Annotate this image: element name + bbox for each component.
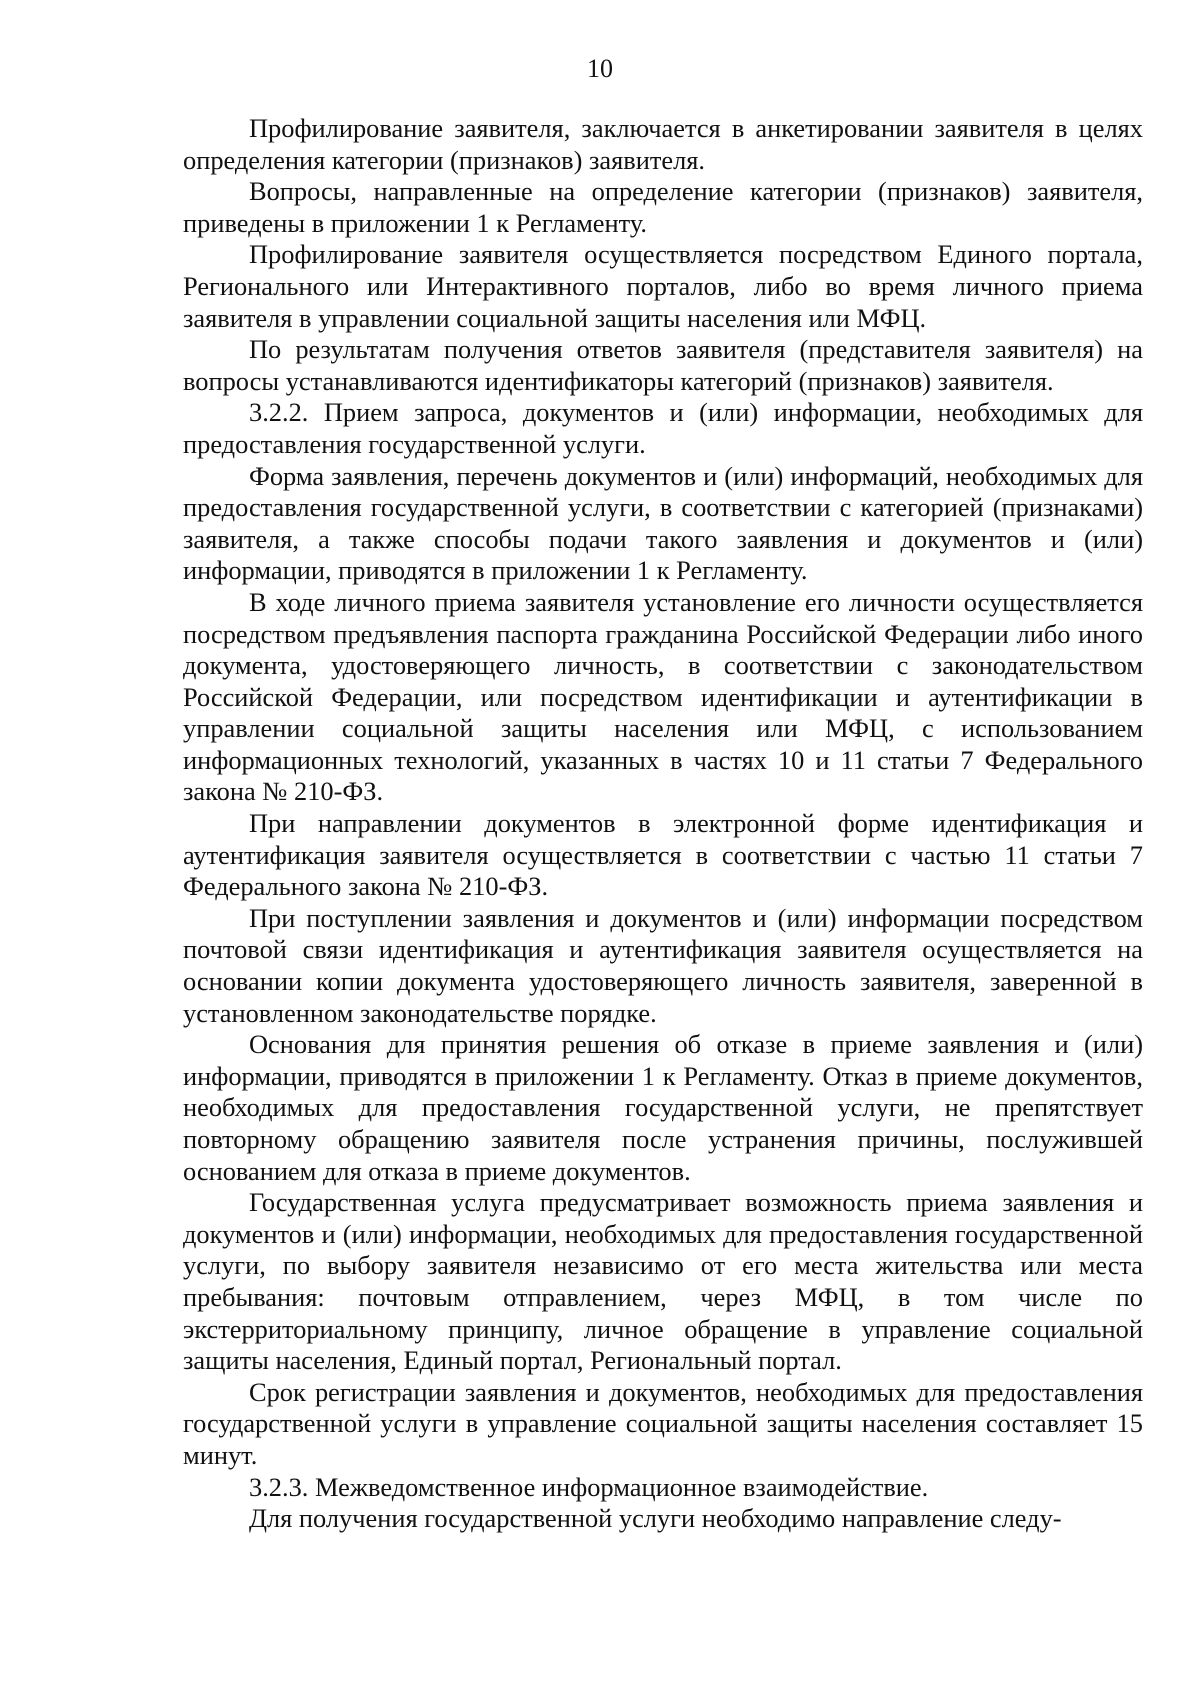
paragraph-extraterritorial-principle: Государственная услуга предусматривает возможность приема заявления и документов и (или) информации, необходимых для предоставления государственной услуги, по выбору заявителя независимо от его места жительства или места пребывания: почтовым отправлением, через МФЦ, в том числе по экстерриториальному принципу, личное обращение в управление социальной защиты населения, Единый портал, Региональный портал. (183, 1187, 1143, 1376)
document-body (183, 113, 1143, 1535)
paragraph-electronic-authentication: При направлении документов в электронной форме идентификация и аутентификация заявителя осуществляется в соответствии с частью 11 статьи 7 Федерального закона № 210-ФЗ. (183, 808, 1143, 902)
paragraph-postal-submission: При поступлении заявления и документов и (или) информации посредством почтовой связи идентификация и аутентификация заявителя осуществляется на основании копии документа удостоверяющего личность заявителя, заверенной в установленном законодательстве порядке. (183, 902, 1143, 1028)
paragraph-category-identifiers: По результатам получения ответов заявителя (представителя заявителя) на вопросы устанавливаются идентификаторы категорий (признаков) заявителя. (183, 334, 1143, 396)
paragraph-section-3-2-3: 3.2.3. Межведомственное информационное взаимодействие. (249, 1471, 929, 1502)
paragraph-application-form: Форма заявления, перечень документов и (или) информаций, необходимых для предоставления государственной услуги, в соответствии с категорией (признаками) заявителя, а также способы подачи такого заявления и документов и (или) информации, приводятся в приложении 1 к Регламенту. (183, 460, 1143, 586)
paragraph-profiling-questions: Вопросы, направленные на определение категории (признаков) заявителя, приведены в приложении 1 к Регламенту. (183, 176, 1143, 238)
paragraph-applicant-profiling: Профилирование заявителя, заключается в анкетировании заявителя в целях определения категории (признаков) заявителя. (183, 113, 1143, 175)
paragraph-refusal-grounds: Основания для принятия решения об отказе в приеме заявления и (или) информации, приводятся в приложении 1 к Регламенту. Отказ в приеме документов, необходимых для предоставления государственной услуги, не препятствует повторному обращению заявителя после устранения причины, послужившей основанием для отказа в приеме документов. (183, 1029, 1143, 1186)
paragraph-identity-verification: В ходе личного приема заявителя установление его личности осуществляется посредством предъявления паспорта гражданина Российской Федерации либо иного документа, удостоверяющего личность, в соответствии с законодательством Российской Федерации, или посредством идентификации и аутентификации в управлении социальной защиты населения или МФЦ, с использованием информационных технологий, указанных в частях 10 и 11 статьи 7 Федерального закона № 210-ФЗ. (183, 586, 1143, 807)
page-number: 10 (587, 54, 613, 83)
paragraph-profiling-channels: Профилирование заявителя осуществляется посредством Единого портала, Регионального или Интерактивного порталов, либо во время личного приема заявителя в управлении социальной защиты населения или МФЦ. (183, 239, 1143, 333)
paragraph-registration-deadline: Срок регистрации заявления и документов, необходимых для предоставления государственной услуги в управление социальной защиты населения составляет 15 минут. (183, 1376, 1143, 1470)
paragraph-section-3-2-2: 3.2.2. Прием запроса, документов и (или) информации, необходимых для предоставления государственной услуги. (183, 397, 1143, 459)
paragraph-interagency-request: Для получения государственной услуги необходимо направление следу- (249, 1503, 1062, 1534)
